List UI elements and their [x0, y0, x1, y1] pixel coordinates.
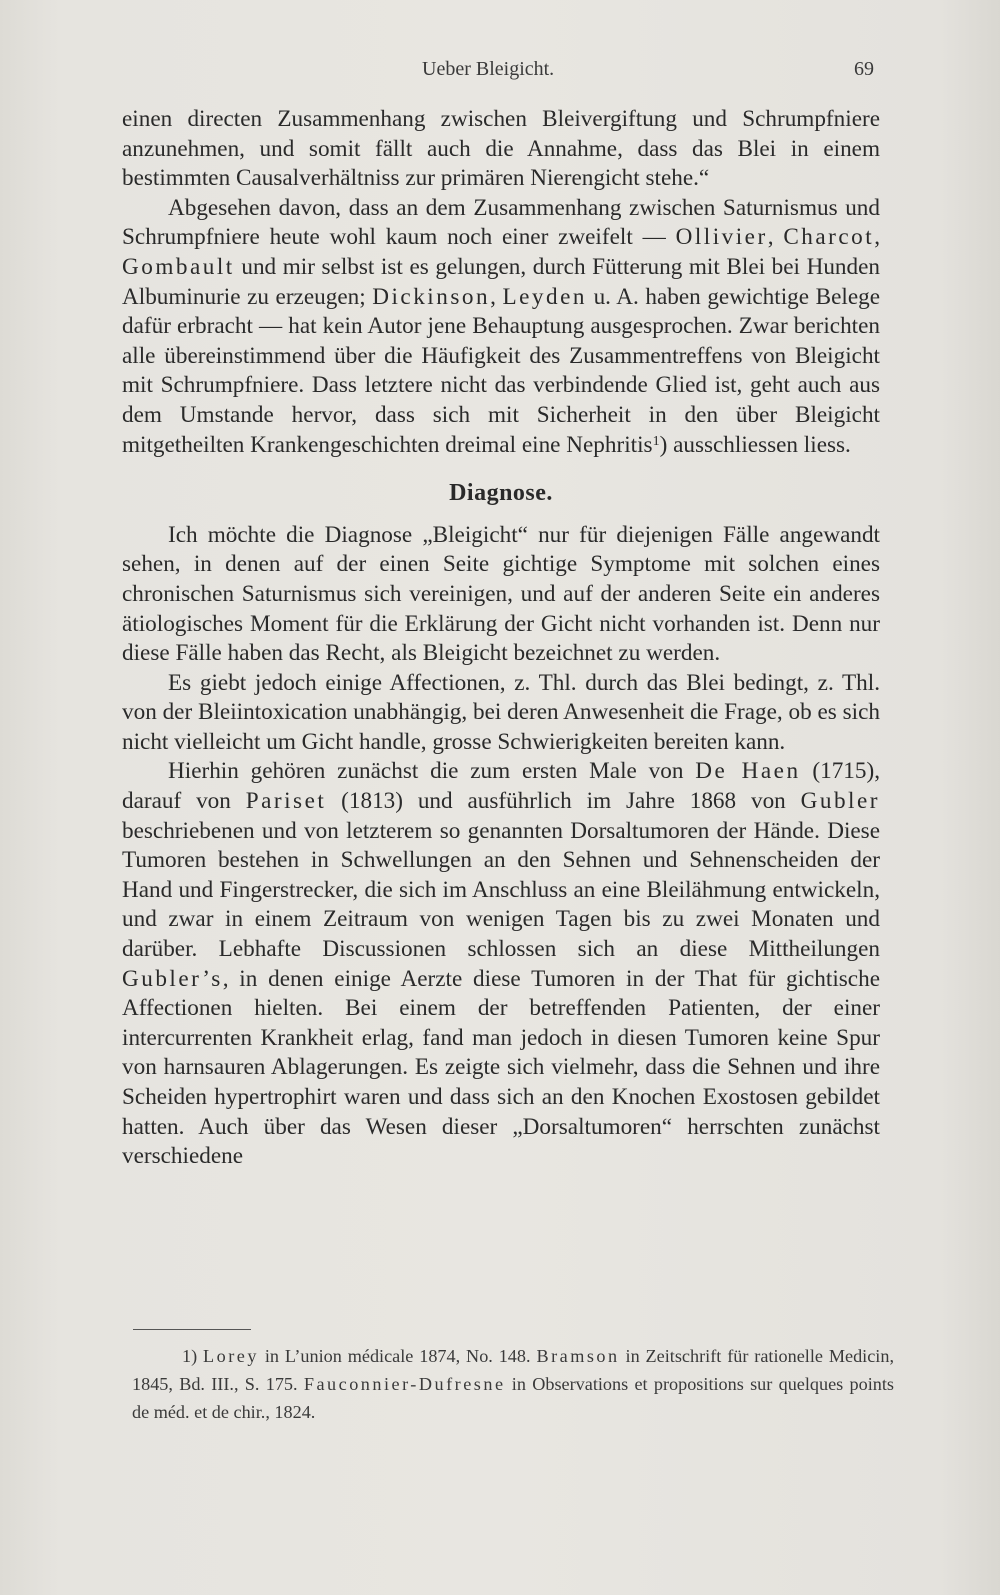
paragraph-diagnose: Ich möchte die Diagnose „Bleigicht“ nur für diejenigen Fälle angewandt sehen, in denen auf der einen Seite gichtige Symptome mit solchen eines chronischen Saturnismus sich vereinigen, und auf der anderen Seite ein anderes ätiologisches Moment für die Erklärung der Gicht nicht vorhanden ist. Denn nur diese Fälle haben das Recht, als Bleigicht bezeichnet zu werden.: [122, 521, 880, 667]
footnotes: [132, 1342, 894, 1426]
body-text: [122, 105, 880, 1172]
author-name: Charcot: [783, 224, 875, 251]
author-name: Pariset: [245, 788, 327, 815]
author-name: Fauconnier-Dufresne: [303, 1374, 506, 1394]
paragraph-saturnismus: Abgesehen davon, dass an dem Zusammenhang zwischen Saturnismus und Schrumpfniere heute wohl kaum noch einer zweifelt — Ollivier, Charcot, Gombault und mir selbst ist es gelungen, durch Fütterung mit Blei bei Hunden Albuminurie zu erzeugen; Dickinson, Leyden u. A. haben gewichtige Belege dafür erbracht — hat kein Autor jene Behauptung ausgesprochen. Zwar berichten alle übereinstimmend über die Häufigkeit des Zusammentreffens von Bleigicht mit Schrumpfniere. Dass letztere nicht das verbindende Glied ist, geht auch aus dem Umstande hervor, dass sich mit Sicherheit in den über Bleigicht mitgetheilten Krankengeschichten dreimal eine Nephritis$^1$) ausschliessen liess.: [122, 194, 881, 458]
running-title: Ueber Bleigicht.: [422, 58, 555, 80]
paragraph-continuation: einen directen Zusammenhang zwischen Bleivergiftung und Schrumpfniere anzunehmen, und somit fällt auch die Annahme, dass das Blei in einem bestimmten Causalverhältniss zur primären Nierengicht stehe.“: [122, 106, 880, 192]
author-name: Gubler’s: [122, 965, 223, 992]
paragraph-dorsaltumoren: Hierhin gehören zunächst die zum ersten Male von De Haen (1715), darauf von Pariset (1813) und ausführlich im Jahre 1868 von Gubler beschriebenen und von letzterem so genannten Dorsaltumoren der Hände. Diese Tumoren bestehen in Schwellungen an den Sehnen und Sehnenscheiden der Hand und Fingerstrecker, die sich im Anschluss an eine Bleilähmung entwickeln, und zwar in einem Zeitraum von wenigen Tagen bis zu zwei Monaten und darüber. Lebhafte Discussionen schlossen sich an diese Mittheilungen Gubler’s, in denen einige Aerzte diese Tumoren in der That für gichtische Affectionen hielten. Bei einem der betreffenden Patienten, der einer intercurrenten Krankheit erlag, fand man jedoch in diesen Tumoren keine Spur von harnsauren Ablagerungen. Es zeigte sich vielmehr, dass die Sehnen und ihre Scheiden hypertrophirt waren und dass sich an den Knochen Exostosen gebildet hatten. Auch über das Wesen dieser „Dorsaltumoren“ herrschten zunächst verschiedene: [122, 758, 881, 1170]
page-number: 69: [854, 58, 874, 80]
section-heading: Diagnose.: [449, 480, 553, 507]
page-header: [122, 58, 874, 88]
author-name: Lorey: [203, 1346, 259, 1366]
author-name: Gombault: [122, 253, 235, 280]
paragraph-affectionen: Es giebt jedoch einige Affectionen, z. Thl. durch das Blei bedingt, z. Thl. von der Bleiintoxication unabhängig, bei deren Anwesenheit die Frage, ob es sich nicht vielleicht um Gicht handle, grosse Schwierigkeiten bereiten kann.: [122, 669, 880, 755]
footnote-divider: [133, 1329, 251, 1330]
author-name: Leyden: [502, 283, 587, 310]
footnote-1: 1) Lorey in L’union médicale 1874, No. 148. Bramson in Zeitschrift für rationelle Medicin, 1845, Bd. III., S. 175. Fauconnier-Dufresne in Observations et propositions sur quelques points de méd. et de chir., 1824.: [132, 1346, 895, 1422]
footnote-reference: 1: [652, 433, 660, 449]
author-name: Gubler: [800, 788, 880, 815]
author-name: Dickinson: [372, 283, 491, 310]
author-name: Bramson: [536, 1346, 620, 1366]
author-name: De Haen: [695, 758, 801, 785]
author-name: Ollivier: [675, 224, 768, 251]
